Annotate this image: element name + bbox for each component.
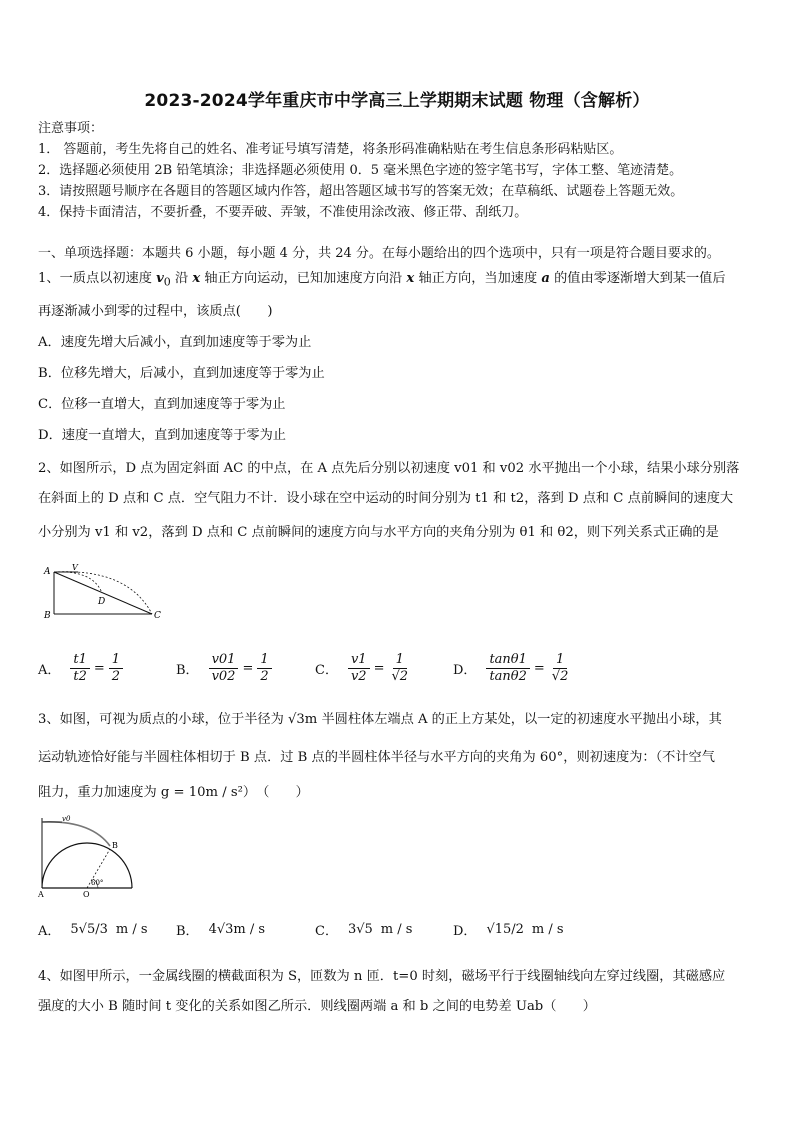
q2-option-d: D． $\frac{\tan\theta 1}{\tan\theta 2}$ = $\frac{1}{√2}$	[453, 651, 569, 684]
q1-option-a: A．速度先增大后减小，直到加速度等于零为止	[38, 335, 312, 350]
q3-label-v0: v0	[62, 815, 71, 823]
q3-label-angle: 60°	[91, 879, 104, 887]
q3-option-d: D． √15/2 m / s	[453, 921, 564, 939]
q4-stem-line2: 强度的大小 B 随时间 t 变化的关系如图乙所示．则线圈两端 a 和 b 之间的电势差 Uab（ ）	[38, 999, 596, 1014]
q3-options	[38, 909, 758, 949]
q1-option-b: B．位移先增大，后减小，直到加速度等于零为止	[38, 366, 325, 381]
q2-label-v: V	[72, 563, 78, 572]
q2-option-c: C． $\frac{v1}{v2}$ = $\frac{1}{√2}$	[315, 651, 409, 684]
q2-option-b: B． $\frac{v01}{v02}$ = $\frac{1}{2}$	[176, 648, 272, 688]
q3-stem-line3: 阻力，重力加速度为 g = 10m / s²） （ ）	[38, 785, 309, 800]
notice-item-3: 3．请按照题号顺序在各题目的答题区域内作答，超出答题区域书写的答案无效；在草稿纸、试题卷上答题无效。	[38, 184, 684, 199]
q3-option-c: C． 3√5 m / s	[315, 921, 413, 939]
q4-stem-line1: 4、如图甲所示，一金属线圈的横截面积为 S，匝数为 n 匝．t=0 时刻，磁场平行于线圈轴线向左穿过线圈，其磁感应	[38, 969, 726, 984]
q2-label-a: A	[44, 567, 51, 577]
q2-option-a: A． $\frac{t1}{t2}$ = $\frac{1}{2}$	[38, 648, 123, 688]
q2-stem-line2: 在斜面上的 D 点和 C 点．空气阻力不计．设小球在空中运动的时间分别为 t1 和 t2，落到 D 点和 C 点前瞬间的速度大	[38, 491, 734, 506]
q2-label-b: B	[44, 611, 51, 621]
q3-stem-line2: 运动轨迹恰好能与半圆柱体相切于 B 点．过 B 点的半圆柱体半径与水平方向的夹角为 60°，则初速度为：（不计空气	[38, 750, 715, 765]
notice-item-1: 1． 答题前，考生先将自己的姓名、准考证号填写清楚，将条形码准确粘贴在考生信息条形码粘贴区。	[38, 142, 623, 157]
q3-label-b: B	[112, 841, 118, 850]
page-title: 2023-2024学年重庆市中学高三上学期期末试题 物理（含解析）	[144, 91, 650, 111]
q3-stem-line1: 3、如图，可视为质点的小球，位于半径为 √3m 半圆柱体左端点 A 的正上方某处，以一定的初速度水平抛出小球，其	[38, 712, 722, 727]
q1-option-d: D．速度一直增大，直到加速度等于零为止	[38, 428, 286, 443]
notice-heading: 注意事项：	[38, 121, 104, 136]
q3-label-a: A	[38, 890, 44, 898]
q1-stem-line1: 1、一质点以初速度 $v_0$ 沿 x 轴正方向运动，已知加速度方向沿 x 轴正方向，当加速度 a 的值由零逐渐增大到某一值后	[38, 271, 726, 289]
section-heading: 一、单项选择题：本题共 6 小题，每小题 4 分，共 24 分。在每小题给出的四个选项中，只有一项是符合题目要求的。	[38, 246, 720, 261]
q2-label-c: C	[154, 611, 161, 621]
q2-options	[38, 648, 758, 688]
q3-semicylinder-figure	[36, 814, 136, 898]
q2-label-d: D	[98, 597, 106, 607]
q3-option-a: A． 5√5/3 m / s	[38, 921, 148, 939]
q1-stem-line2: 再逐渐减小到零的过程中，该质点( )	[38, 304, 273, 319]
q2-incline-figure	[38, 558, 168, 626]
q3-label-o: O	[83, 890, 90, 898]
q2-stem-line1: 2、如图所示，D 点为固定斜面 AC 的中点，在 A 点先后分别以初速度 v01 和 v02 水平抛出一个小球，结果小球分别落	[38, 461, 740, 476]
q1-option-c: C．位移一直增大，直到加速度等于零为止	[38, 397, 286, 412]
q3-option-b: B． 4√3m / s	[176, 921, 266, 939]
q2-stem-line3: 小分别为 v1 和 v2，落到 D 点和 C 点前瞬间的速度方向与水平方向的夹角分别为 θ1 和 θ2，则下列关系式正确的是	[38, 525, 719, 540]
notice-item-2: 2．选择题必须使用 2B 铅笔填涂；非选择题必须使用 0．5 毫米黑色字迹的签字笔书写，字体工整、笔迹清楚。	[38, 163, 683, 178]
notice-item-4: 4．保持卡面清洁，不要折叠，不要弄破、弄皱，不准使用涂改液、修正带、刮纸刀。	[38, 205, 528, 220]
